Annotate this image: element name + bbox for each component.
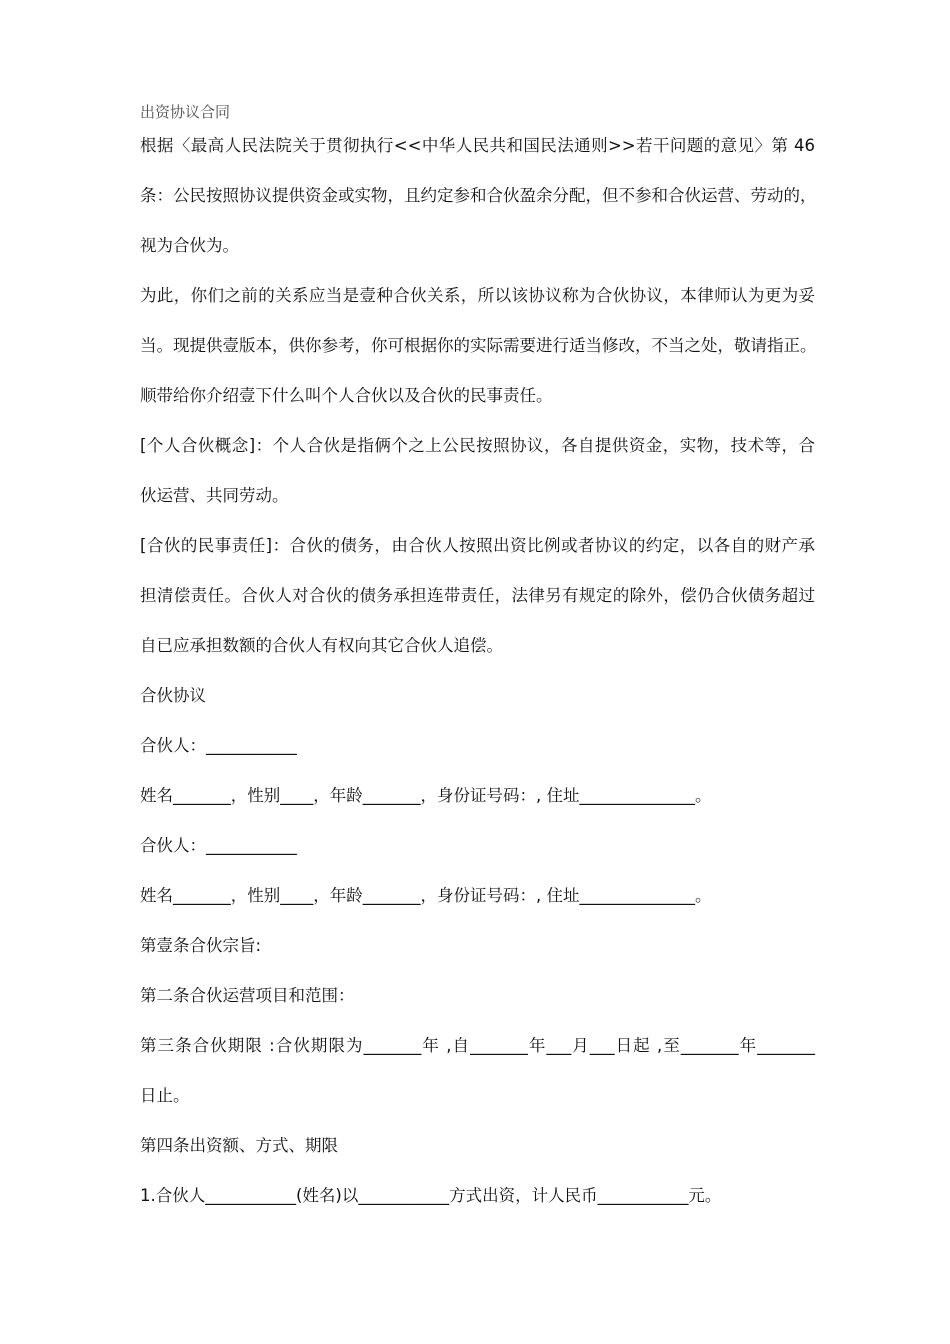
article-1: 第壹条合伙宗旨: (140, 936, 262, 955)
paragraph-line-10: 担清偿责任。合伙人对合伙的债务承担连带责任，法律另有规定的除外，偿仍合伙债务超过 (140, 586, 815, 605)
paragraph-line-8: 伙运营、共同劳动。 (140, 486, 289, 505)
paragraph-line-4: 为此，你们之前的关系应当是壹种合伙关系，所以该协议称为合伙协议，本律师认为更为妥 (140, 286, 815, 305)
article-4: 第四条出资额、方式、期限 (140, 1136, 338, 1155)
paragraph-line-5: 当。现提供壹版本，供你参考，你可根据你的实际需要进行适当修改，不当之处，敬请指正。 (140, 336, 817, 355)
paragraph-line-2: 条：公民按照协议提供资金或实物，且约定参和合伙盈余分配，但不参和合伙运营、劳动的， (140, 186, 817, 205)
article-3: 第三条合伙期限 :合伙期限为_______年 ,自_______年___月___日起 ,至_______年_______ (140, 1036, 815, 1055)
partner-details-1: 姓名_______，性别____，年龄_______，身份证号码：, 住址______________。 (140, 786, 712, 805)
paragraph-line-9: [合伙的民事责任]：合伙的债务，由合伙人按照出资比例或者协议的约定，以各自的财产承 (140, 536, 815, 555)
article-4-item-1: 1.合伙人___________(姓名)以___________方式出资，计人民币___________元。 (140, 1186, 722, 1205)
article-2: 第二条合伙运营项目和范围： (140, 986, 355, 1005)
section-heading: 合伙协议 (140, 686, 206, 705)
paragraph-line-3: 视为合伙为。 (140, 236, 239, 255)
partner-line-2: 合伙人：___________ (140, 836, 297, 855)
paragraph-line-11: 自已应承担数额的合伙人有权向其它合伙人追偿。 (140, 636, 503, 655)
paragraph-line-7: [个人合伙概念]：个人合伙是指俩个之上公民按照协议，各自提供资金，实物，技术等，合 (140, 436, 815, 455)
paragraph-line-1: 根据〈最高人民法院关于贯彻执行<<中华人民共和国民法通则>>若干问题的意见〉第 46 (140, 136, 815, 155)
partner-details-2: 姓名_______，性别____，年龄_______，身份证号码：, 住址______________。 (140, 886, 712, 905)
partner-line-1: 合伙人：___________ (140, 736, 297, 755)
paragraph-line-6: 顺带给你介绍壹下什么叫个人合伙以及合伙的民事责任。 (140, 386, 553, 405)
document-title: 出资协议合同 (140, 103, 231, 121)
article-3-continued: 日止。 (140, 1086, 190, 1105)
